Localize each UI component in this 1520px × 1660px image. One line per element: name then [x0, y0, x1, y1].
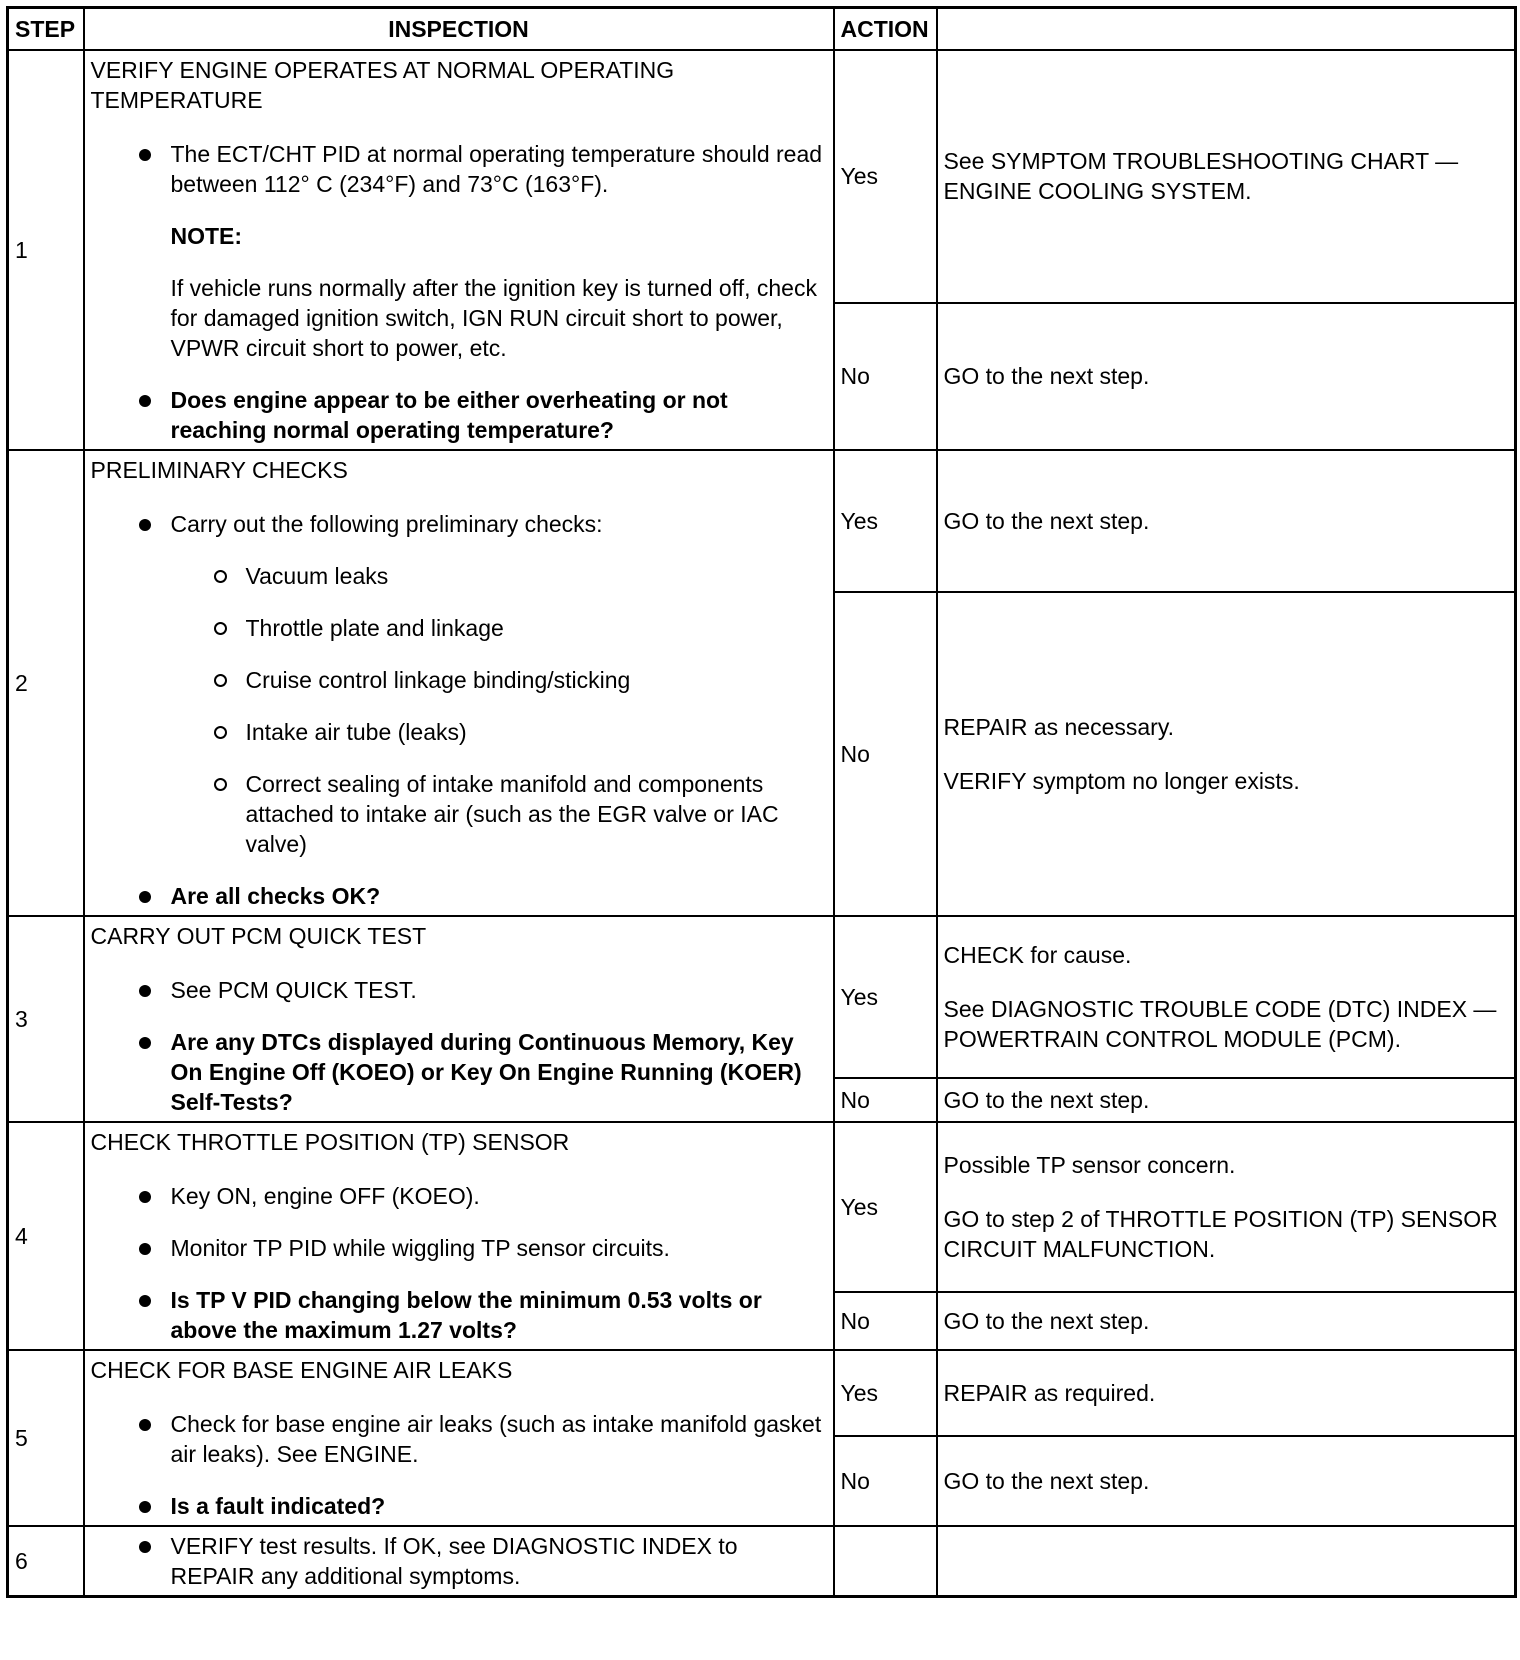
step-5-no-label: No: [834, 1436, 937, 1526]
diagnostic-table: [6, 6, 1517, 1598]
step-1-bullet: The ECT/CHT PID at normal operating temperature should read between 112° C (234°F) and 73°C (163°F).: [170, 141, 823, 197]
step-2-heading: PRELIMINARY CHECKS: [90, 457, 348, 483]
step-2-no-result-text-2: VERIFY symptom no longer exists.: [943, 767, 1300, 794]
step-5-yes-row: [8, 1350, 1516, 1436]
step-4-no-result: [937, 1292, 1516, 1350]
step-4-bullet-2: Monitor TP PID while wiggling TP sensor circuits.: [171, 1233, 823, 1263]
header-row: [8, 8, 1516, 51]
step-3-yes-result-text-1: CHECK for cause.: [943, 941, 1132, 968]
step-4-no-result-text: GO to the next step.: [943, 1308, 1150, 1335]
step-1-question: Does engine appear to be either overheating or not reaching normal operating temperature?: [171, 385, 823, 445]
step-3-no-label: No: [834, 1078, 937, 1122]
step-6-result-empty: [937, 1526, 1516, 1597]
step-2-subitem: Vacuum leaks: [246, 561, 823, 591]
step-3-inspection: [84, 916, 834, 1122]
step-1-yes-label: Yes: [834, 50, 937, 303]
step-4-bullet-1: Key ON, engine OFF (KOEO).: [171, 1181, 823, 1211]
step-1-no-result: [937, 303, 1516, 450]
step-1-no-label: No: [834, 303, 937, 450]
step-5-no-result: [937, 1436, 1516, 1526]
header-result: [937, 8, 1516, 51]
step-3-yes-result: [937, 916, 1516, 1078]
step-5-yes-label: Yes: [834, 1350, 937, 1436]
header-inspection: INSPECTION: [84, 8, 834, 51]
step-2-bullet: Carry out the following preliminary checks:: [171, 509, 823, 539]
step-3-yes-row: [8, 916, 1516, 1078]
step-6-number: 6: [8, 1526, 84, 1597]
step-1-yes-result-text: See SYMPTOM TROUBLESHOOTING CHART — ENGINE COOLING SYSTEM.: [943, 148, 1459, 205]
step-3-no-result-text: GO to the next step.: [943, 1086, 1150, 1113]
step-1-heading: VERIFY ENGINE OPERATES AT NORMAL OPERATING TEMPERATURE: [90, 57, 675, 113]
step-2-inspection: [84, 450, 834, 916]
step-5-no-result-text: GO to the next step.: [943, 1468, 1150, 1495]
step-2-question: Are all checks OK?: [171, 881, 823, 911]
step-2-no-result-text-1: REPAIR as necessary.: [943, 713, 1175, 740]
step-1-no-result-text: GO to the next step.: [943, 363, 1150, 390]
step-4-yes-result: [937, 1122, 1516, 1292]
step-5-inspection: [84, 1350, 834, 1526]
step-2-subitem: Cruise control linkage binding/sticking: [246, 665, 823, 695]
step-2-subitem: Intake air tube (leaks): [246, 717, 823, 747]
step-4-no-label: No: [834, 1292, 937, 1350]
step-2-subitem: Throttle plate and linkage: [246, 613, 823, 643]
step-1-inspection: [84, 50, 834, 450]
step-6-inspection: [84, 1526, 834, 1597]
step-3-yes-label: Yes: [834, 916, 937, 1078]
step-1-number: 1: [8, 50, 84, 450]
step-6-row: [8, 1526, 1516, 1597]
step-1-note-text: If vehicle runs normally after the ignition key is turned off, check for damaged ignition switch, IGN RUN circuit short to power, VPWR circuit short to power, etc.: [170, 275, 817, 361]
step-6-bullet: VERIFY test results. If OK, see DIAGNOSTIC INDEX to REPAIR any additional symptoms.: [171, 1531, 823, 1591]
step-3-question: Are any DTCs displayed during Continuous Memory, Key On Engine Off (KOEO) or Key On Engine Running (KOER) Self-Tests?: [171, 1027, 823, 1117]
step-5-question: Is a fault indicated?: [171, 1491, 823, 1521]
step-5-number: 5: [8, 1350, 84, 1526]
header-step: STEP: [8, 8, 84, 51]
step-2-yes-row: [8, 450, 1516, 592]
step-2-yes-result: [937, 450, 1516, 592]
step-4-inspection: [84, 1122, 834, 1350]
step-4-yes-label: Yes: [834, 1122, 937, 1292]
step-5-yes-result-text: REPAIR as required.: [943, 1380, 1156, 1407]
step-4-heading: CHECK THROTTLE POSITION (TP) SENSOR: [90, 1129, 570, 1155]
step-2-yes-result-text: GO to the next step.: [943, 507, 1150, 534]
step-3-number: 3: [8, 916, 84, 1122]
step-2-yes-label: Yes: [834, 450, 937, 592]
step-3-yes-result-text-2: See DIAGNOSTIC TROUBLE CODE (DTC) INDEX — POWERTRAIN CONTROL MODULE (PCM).: [943, 995, 1497, 1052]
header-action: ACTION: [834, 8, 937, 51]
step-6-action-empty: [834, 1526, 937, 1597]
step-3-heading: CARRY OUT PCM QUICK TEST: [90, 923, 427, 949]
step-2-no-label: No: [834, 592, 937, 916]
step-5-yes-result: [937, 1350, 1516, 1436]
step-4-number: 4: [8, 1122, 84, 1350]
step-2-subitem: Correct sealing of intake manifold and components attached to intake air (such as the EGR valve or IAC valve): [246, 769, 823, 859]
step-1-yes-row: [8, 50, 1516, 303]
step-5-heading: CHECK FOR BASE ENGINE AIR LEAKS: [90, 1357, 513, 1383]
step-2-number: 2: [8, 450, 84, 916]
step-4-yes-result-text-1: Possible TP sensor concern.: [943, 1152, 1236, 1179]
step-4-yes-result-text-2: GO to step 2 of THROTTLE POSITION (TP) SENSOR CIRCUIT MALFUNCTION.: [943, 1206, 1498, 1263]
step-3-no-result: [937, 1078, 1516, 1122]
step-1-yes-result: [937, 50, 1516, 303]
step-4-yes-row: [8, 1122, 1516, 1292]
step-4-question: Is TP V PID changing below the minimum 0.53 volts or above the maximum 1.27 volts?: [171, 1285, 823, 1345]
step-1-note-label: NOTE:: [170, 223, 243, 249]
step-5-bullet: Check for base engine air leaks (such as intake manifold gasket air leaks). See ENGINE.: [170, 1411, 822, 1467]
step-2-no-result: [937, 592, 1516, 916]
step-3-bullet: See PCM QUICK TEST.: [171, 975, 823, 1005]
